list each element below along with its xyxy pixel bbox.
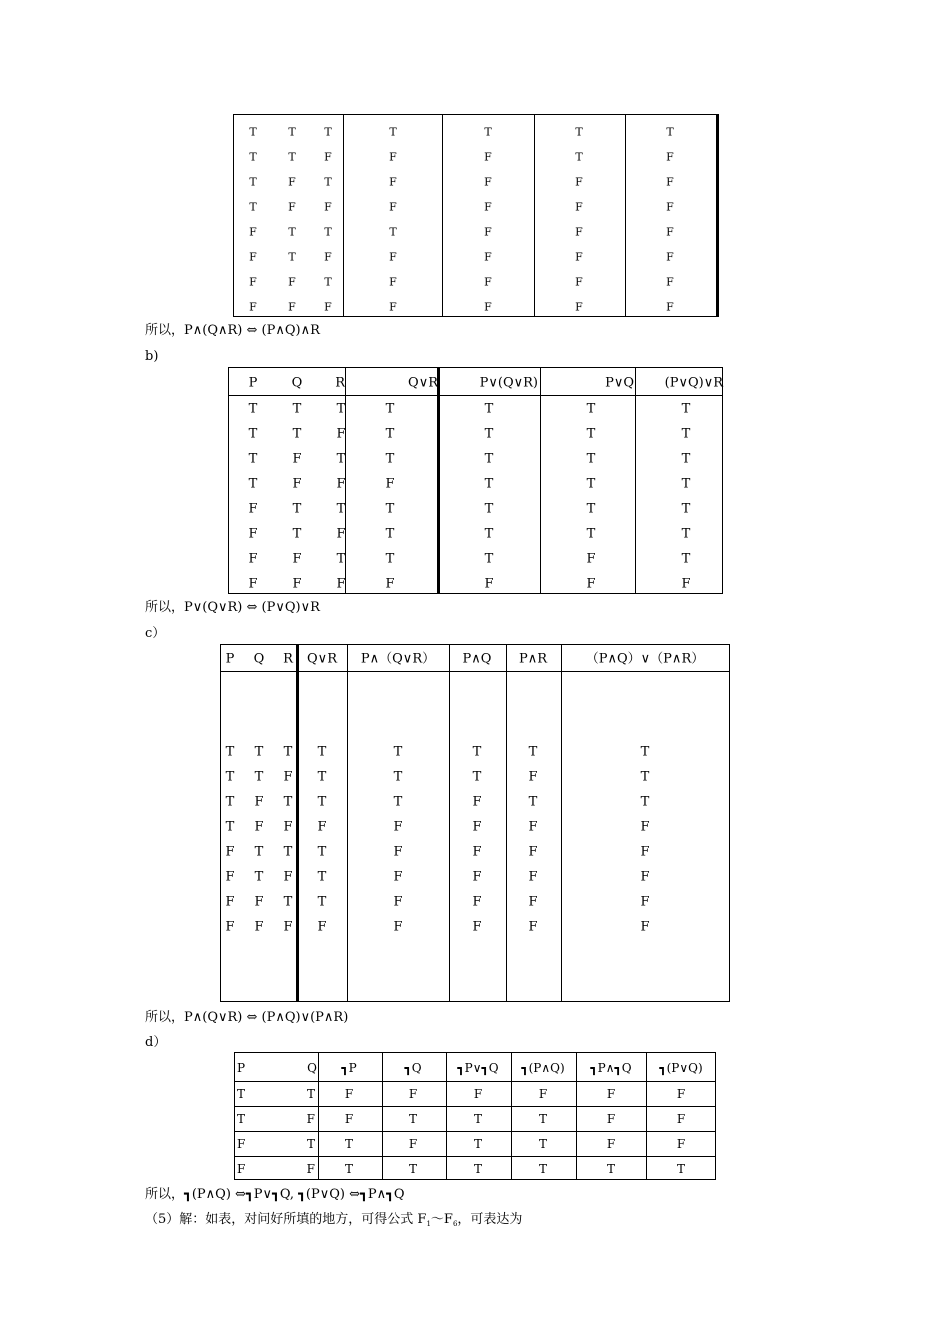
table-cell: F — [393, 869, 403, 885]
table-cell: F — [249, 275, 257, 289]
header-cell: （P∧Q）∨（P∧R） — [585, 651, 705, 667]
note-5-prefix: （5）解：如表，对问好所填的地方，可得公式 F — [145, 1212, 427, 1227]
table-cell: T — [681, 501, 691, 517]
table-cell: F — [389, 300, 397, 314]
column-divider — [343, 115, 344, 316]
table-cell: T — [528, 794, 538, 810]
table-cell: F — [283, 919, 293, 935]
truth-table-b — [228, 367, 723, 594]
table-cell: F — [292, 476, 302, 492]
column-divider — [646, 1053, 647, 1179]
table-cell: F — [249, 225, 257, 239]
table-cell: F — [666, 175, 674, 189]
column-divider — [382, 1053, 383, 1179]
column-divider — [635, 368, 636, 593]
table-cell: F — [324, 300, 332, 314]
table-cell: F — [283, 869, 293, 885]
table-cell: T — [472, 769, 482, 785]
header-cell: ┓P∨┓Q — [457, 1061, 499, 1075]
table-cell: T — [283, 794, 293, 810]
table-cell: T — [225, 819, 235, 835]
column-divider — [534, 115, 535, 316]
table-cell: T — [385, 451, 395, 467]
table-cell: T — [408, 1162, 418, 1176]
table-cell: F — [393, 894, 403, 910]
table-cell: T — [248, 476, 258, 492]
table-cell: F — [324, 150, 332, 164]
table-cell: F — [248, 501, 258, 517]
table-cell: T — [586, 426, 596, 442]
table-cell: F — [389, 175, 397, 189]
table-cell: F — [586, 551, 596, 567]
table-cell: T — [288, 225, 296, 239]
table-cell: T — [484, 451, 494, 467]
table-cell: T — [484, 551, 494, 567]
table-cell: T — [288, 125, 296, 139]
table-cell: F — [528, 894, 538, 910]
column-divider — [442, 115, 443, 316]
header-cell: Q∨R — [408, 375, 438, 391]
table-cell: F — [575, 300, 583, 314]
table-cell: F — [324, 250, 332, 264]
table-cell: F — [538, 1087, 548, 1101]
table-cell: T — [288, 150, 296, 164]
table-cell: T — [292, 401, 302, 417]
table-cell: F — [292, 451, 302, 467]
table-cell: F — [528, 919, 538, 935]
table-cell: F — [283, 819, 293, 835]
table-cell: T — [336, 401, 346, 417]
conclusion-a: 所以，P∧(Q∧R) ⇔ (P∧Q)∧R — [145, 323, 320, 338]
table-cell: T — [484, 401, 494, 417]
table-cell: T — [389, 125, 397, 139]
table-cell: T — [324, 275, 332, 289]
table-cell: T — [317, 744, 327, 760]
table-cell: F — [575, 275, 583, 289]
header-cell: Q — [307, 1061, 317, 1075]
header-divider — [235, 1081, 715, 1082]
table-cell: F — [484, 150, 492, 164]
table-cell: T — [408, 1112, 418, 1126]
header-cell: P∨Q — [605, 375, 634, 391]
table-cell: F — [472, 794, 482, 810]
header-cell: P∨(Q∨R) — [479, 375, 538, 391]
table-cell: T — [606, 1162, 616, 1176]
row-divider — [235, 1131, 715, 1132]
table-cell: F — [484, 225, 492, 239]
section-label-d: d） — [145, 1035, 167, 1050]
table-cell: T — [324, 225, 332, 239]
table-cell: T — [484, 125, 492, 139]
table-cell: F — [484, 576, 494, 592]
table-cell: T — [249, 125, 257, 139]
table-cell: F — [484, 200, 492, 214]
table-cell: T — [586, 476, 596, 492]
column-divider — [506, 645, 507, 1001]
header-cell: P — [237, 1061, 246, 1075]
table-cell: T — [225, 794, 235, 810]
table-cell: T — [575, 125, 583, 139]
table-cell: F — [292, 551, 302, 567]
table-cell: F — [472, 844, 482, 860]
note-5-sub-1: 1 — [426, 1220, 431, 1228]
table-cell: T — [317, 844, 327, 860]
header-cell: ┓Q — [404, 1061, 422, 1075]
table-cell: F — [575, 200, 583, 214]
table-cell: F — [484, 175, 492, 189]
header-cell: ┓P — [341, 1061, 357, 1075]
table-cell: F — [575, 250, 583, 264]
table-cell: F — [640, 869, 650, 885]
table-cell: F — [385, 576, 395, 592]
table-cell: T — [538, 1137, 548, 1151]
header-cell: P∧（Q∨R） — [360, 651, 436, 667]
table-cell: F — [254, 819, 264, 835]
table-cell: F — [676, 1087, 686, 1101]
note-5-sub-6: 6 — [452, 1220, 458, 1228]
table-cell: F — [336, 426, 346, 442]
table-cell: F — [640, 819, 650, 835]
table-cell: F — [317, 819, 327, 835]
table-cell: F — [393, 844, 403, 860]
table-cell: F — [606, 1137, 616, 1151]
column-divider — [540, 368, 541, 593]
table-cell: F — [389, 150, 397, 164]
table-cell: F — [528, 869, 538, 885]
note-5-tilde: ～F — [430, 1212, 453, 1227]
table-cell: T — [225, 769, 235, 785]
table-cell: T — [254, 869, 264, 885]
conclusion-c: 所以，P∧(Q∨R) ⇔ (P∧Q)∨(P∧R) — [145, 1010, 349, 1025]
table-cell: F — [528, 769, 538, 785]
header-cell: Q — [291, 375, 303, 391]
table-cell: F — [288, 175, 296, 189]
table-cell: T — [640, 744, 650, 760]
table-cell: T — [248, 426, 258, 442]
column-divider — [625, 115, 626, 316]
table-cell: T — [393, 769, 403, 785]
table-cell: T — [676, 1162, 686, 1176]
table-cell: T — [681, 476, 691, 492]
table-cell: F — [640, 844, 650, 860]
table-cell: T — [292, 501, 302, 517]
table-cell: F — [288, 300, 296, 314]
table-cell: T — [254, 844, 264, 860]
table-cell: T — [248, 451, 258, 467]
table-cell: F — [249, 250, 257, 264]
header-cell: P — [225, 651, 235, 667]
table-cell: F — [288, 200, 296, 214]
row-divider — [235, 1156, 715, 1157]
table-cell: F — [248, 551, 258, 567]
table-cell: F — [473, 1087, 483, 1101]
table-cell: T — [385, 426, 395, 442]
table-cell: T — [385, 401, 395, 417]
table-cell: T — [681, 426, 691, 442]
table-cell: F — [666, 250, 674, 264]
table-cell: T — [484, 526, 494, 542]
table-cell: F — [666, 275, 674, 289]
table-cell: F — [225, 894, 235, 910]
table-cell: F — [666, 150, 674, 164]
table-cell: F — [283, 769, 293, 785]
table-cell: F — [408, 1087, 418, 1101]
table-cell: F — [575, 175, 583, 189]
table-cell: T — [586, 501, 596, 517]
table-cell: F — [225, 844, 235, 860]
header-divider — [229, 395, 722, 396]
table-cell: F — [666, 200, 674, 214]
table-cell: F — [484, 250, 492, 264]
table-cell: T — [248, 401, 258, 417]
table-cell: F — [249, 300, 257, 314]
note-5 — [145, 1213, 522, 1228]
table-cell: F — [408, 1137, 418, 1151]
table-cell: F — [225, 919, 235, 935]
note-5-suffix: ，可表达为 — [457, 1212, 523, 1227]
table-cell: T — [225, 744, 235, 760]
truth-table-a — [233, 114, 719, 317]
table-cell: T — [586, 451, 596, 467]
truth-table-c — [220, 644, 730, 1002]
header-cell: Q∨R — [307, 651, 337, 667]
truth-table-d — [234, 1052, 716, 1180]
column-divider — [437, 368, 440, 593]
table-cell: T — [681, 401, 691, 417]
column-divider — [511, 1053, 512, 1179]
table-cell: T — [586, 526, 596, 542]
header-cell: ┓(P∧Q) — [521, 1061, 565, 1075]
table-cell: T — [317, 869, 327, 885]
table-cell: F — [640, 919, 650, 935]
table-cell: T — [283, 894, 293, 910]
header-cell: P∧R — [518, 651, 548, 667]
table-cell: F — [676, 1137, 686, 1151]
table-cell: T — [586, 401, 596, 417]
table-cell: T — [681, 526, 691, 542]
table-cell: T — [336, 551, 346, 567]
table-cell: T — [640, 769, 650, 785]
table-cell: T — [484, 476, 494, 492]
table-cell: T — [249, 175, 257, 189]
header-cell: R — [335, 375, 345, 391]
table-cell: F — [336, 576, 346, 592]
table-cell: T — [288, 250, 296, 264]
table-cell: F — [292, 576, 302, 592]
column-divider — [576, 1053, 577, 1179]
table-cell: T — [344, 1162, 354, 1176]
column-divider — [347, 645, 348, 1001]
table-cell: T — [528, 744, 538, 760]
table-cell: F — [306, 1112, 315, 1126]
table-cell: T — [472, 744, 482, 760]
header-cell: P∧Q — [462, 651, 492, 667]
table-cell: T — [249, 200, 257, 214]
table-cell: F — [288, 275, 296, 289]
table-cell: F — [472, 869, 482, 885]
conclusion-b: 所以，P∨(Q∨R) ⇔ (P∨Q)∨R — [145, 600, 320, 615]
table-cell: T — [473, 1112, 483, 1126]
table-cell: F — [248, 526, 258, 542]
table-cell: F — [606, 1112, 616, 1126]
table-cell: T — [306, 1137, 315, 1151]
table-cell: F — [389, 250, 397, 264]
table-cell: T — [393, 744, 403, 760]
column-divider — [296, 645, 299, 1001]
table-cell: F — [666, 225, 674, 239]
table-cell: T — [324, 125, 332, 139]
table-cell: F — [389, 275, 397, 289]
table-cell: T — [336, 451, 346, 467]
table-cell: T — [640, 794, 650, 810]
table-cell: F — [254, 894, 264, 910]
table-cell: T — [249, 150, 257, 164]
column-divider — [561, 645, 562, 1001]
table-cell: T — [254, 769, 264, 785]
table-cell: F — [676, 1112, 686, 1126]
table-cell: F — [389, 200, 397, 214]
table-cell: T — [344, 1137, 354, 1151]
table-cell: T — [292, 526, 302, 542]
table-cell: T — [538, 1162, 548, 1176]
table-cell: T — [484, 501, 494, 517]
table-cell: F — [393, 819, 403, 835]
table-cell: T — [385, 551, 395, 567]
table-cell: T — [317, 894, 327, 910]
table-cell: T — [324, 175, 332, 189]
table-cell: F — [237, 1162, 246, 1176]
column-divider — [449, 645, 450, 1001]
table-cell: F — [254, 919, 264, 935]
section-label-b: b) — [145, 349, 159, 364]
header-cell: Q — [253, 651, 265, 667]
table-cell: F — [472, 919, 482, 935]
table-cell: T — [283, 744, 293, 760]
header-cell: ┓P∧┓Q — [590, 1061, 632, 1075]
table-cell: T — [538, 1112, 548, 1126]
table-cell: F — [254, 794, 264, 810]
table-cell: T — [575, 150, 583, 164]
table-cell: F — [666, 300, 674, 314]
table-cell: F — [586, 576, 596, 592]
table-cell: F — [324, 200, 332, 214]
table-cell: F — [681, 576, 691, 592]
table-cell: T — [681, 451, 691, 467]
table-cell: F — [225, 869, 235, 885]
header-cell: P — [248, 375, 258, 391]
conclusion-d: 所以，┓(P∧Q) ⇔┓P∨┓Q, ┓(P∨Q) ⇔┓P∧┓Q — [145, 1187, 405, 1202]
table-cell: F — [336, 476, 346, 492]
table-cell: F — [484, 300, 492, 314]
table-cell: T — [283, 844, 293, 860]
table-cell: T — [393, 794, 403, 810]
header-cell: ┓(P∨Q) — [659, 1061, 703, 1075]
header-cell: (P∨Q)∨R — [664, 375, 723, 391]
row-divider — [235, 1106, 715, 1107]
table-cell: F — [484, 275, 492, 289]
table-cell: F — [472, 819, 482, 835]
column-divider — [446, 1053, 447, 1179]
table-cell: T — [681, 551, 691, 567]
table-cell: F — [575, 225, 583, 239]
column-divider — [318, 1053, 319, 1179]
table-cell: F — [640, 894, 650, 910]
table-cell: F — [248, 576, 258, 592]
table-cell: F — [344, 1087, 354, 1101]
table-cell: F — [528, 844, 538, 860]
table-cell: T — [666, 125, 674, 139]
table-cell: T — [473, 1137, 483, 1151]
table-cell: T — [317, 794, 327, 810]
table-cell: T — [473, 1162, 483, 1176]
table-cell: T — [385, 526, 395, 542]
table-cell: T — [389, 225, 397, 239]
table-cell: T — [237, 1087, 246, 1101]
table-cell: F — [393, 919, 403, 935]
table-cell: T — [385, 501, 395, 517]
table-cell: T — [336, 501, 346, 517]
table-cell: T — [484, 426, 494, 442]
table-cell: F — [306, 1162, 315, 1176]
table-cell: T — [317, 769, 327, 785]
table-cell: F — [528, 819, 538, 835]
table-cell: F — [385, 476, 395, 492]
table-cell: T — [254, 744, 264, 760]
table-cell: T — [292, 426, 302, 442]
table-cell: F — [237, 1137, 246, 1151]
table-cell: F — [317, 919, 327, 935]
table-cell: F — [336, 526, 346, 542]
table-cell: T — [306, 1087, 315, 1101]
header-cell: R — [283, 651, 293, 667]
table-cell: F — [472, 894, 482, 910]
table-cell: F — [344, 1112, 354, 1126]
section-label-c: c） — [145, 626, 166, 641]
table-cell: F — [606, 1087, 616, 1101]
table-cell: T — [237, 1112, 246, 1126]
